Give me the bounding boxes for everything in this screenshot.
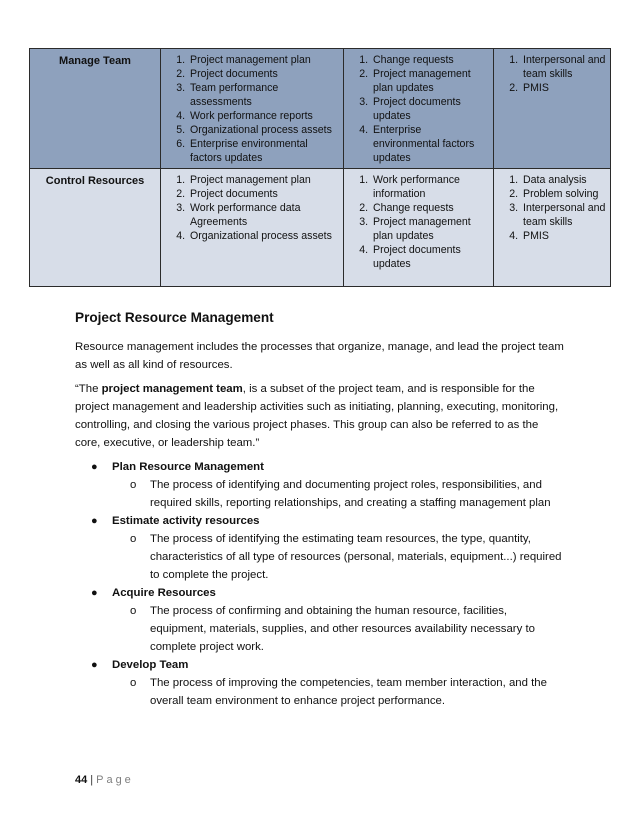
outputs-cell — [344, 49, 494, 169]
list-item: 4. Project documents updates — [371, 243, 490, 271]
page-number: 44 — [75, 774, 88, 786]
footer-separator: | — [90, 774, 94, 786]
list-item: 2. Project documents — [188, 67, 340, 81]
topic-description-text: The process of confirming and obtaining the human resource, facilities, equipment, materials, supplies, and other resources availability necessary to complete project work. — [150, 605, 535, 653]
bullet-icon: ● — [91, 587, 98, 599]
list-item — [75, 584, 565, 656]
topic-name: Plan Resource Management — [112, 461, 264, 473]
list-item — [75, 458, 565, 512]
outputs-list — [347, 53, 490, 165]
bullet-icon: ● — [91, 515, 98, 527]
tools-cell — [494, 49, 611, 169]
table-row — [30, 169, 611, 287]
topic-description — [112, 476, 565, 512]
circle-bullet-icon: o — [130, 533, 137, 545]
list-item: 1. Project management plan — [188, 173, 340, 187]
inputs-cell — [161, 49, 344, 169]
list-item: 4. Organizational process assets — [188, 229, 340, 243]
inputs-cell — [161, 169, 344, 287]
outputs-list — [347, 173, 490, 271]
topic-description-text: The process of identifying the estimating team resources, the type, quantity, characteristics of all type of resources (personal, materials, equipment...) required to complete the project. — [150, 533, 562, 581]
inputs-list — [164, 53, 340, 165]
list-item: 1. Project management plan — [188, 53, 340, 67]
tools-list — [497, 173, 607, 243]
topic-name: Estimate activity resources — [112, 515, 260, 527]
list-item: 1. Work performance information — [371, 173, 490, 201]
process-list — [75, 458, 565, 710]
list-item: 6. Enterprise environmental factors updates — [188, 137, 340, 165]
main-content — [75, 308, 565, 710]
list-item: 2. Problem solving — [521, 187, 607, 201]
list-item — [75, 656, 565, 710]
topic-name: Acquire Resources — [112, 587, 216, 599]
topic-description — [112, 674, 565, 710]
list-item: 4. Work performance reports — [188, 109, 340, 123]
topic-name: Develop Team — [112, 659, 189, 671]
page-footer — [75, 774, 134, 786]
list-item: 2. Project documents — [188, 187, 340, 201]
quote-open: “The — [75, 383, 102, 395]
list-item: 3. Interpersonal and team skills — [521, 201, 607, 229]
list-item: 4. Enterprise environmental factors updates — [371, 123, 490, 165]
circle-bullet-icon: o — [130, 677, 137, 689]
list-item: 3. Project management plan updates — [371, 215, 490, 243]
circle-bullet-icon: o — [130, 479, 137, 491]
outputs-cell — [344, 169, 494, 287]
list-item: 5. Organizational process assets — [188, 123, 340, 137]
topic-description-text: The process of improving the competencies, team member interaction, and the overall team environment to enhance project performance. — [150, 677, 547, 707]
topic-description-text: The process of identifying and documenting project roles, responsibilities, and required skills, reporting relationships, and creating a staffing management plan — [150, 479, 551, 509]
list-item — [75, 512, 565, 584]
bullet-icon: ● — [91, 659, 98, 671]
table-row — [30, 49, 611, 169]
intro-paragraph: Resource management includes the processes that organize, manage, and lead the project team as well as all kind of resources. — [75, 341, 564, 371]
list-item: 3. Work performance data Agreements — [188, 201, 340, 229]
list-item: 1. Interpersonal and team skills — [521, 53, 607, 81]
tools-cell — [494, 169, 611, 287]
section-title: Project Resource Management — [75, 310, 274, 325]
list-item: 2. PMIS — [521, 81, 607, 95]
list-item: 4. PMIS — [521, 229, 607, 243]
list-item: 1. Data analysis — [521, 173, 607, 187]
topic-description — [112, 530, 565, 584]
list-item: 1. Change requests — [371, 53, 490, 67]
circle-bullet-icon: o — [130, 605, 137, 617]
inputs-list — [164, 173, 340, 243]
bullet-icon: ● — [91, 461, 98, 473]
process-table — [29, 48, 611, 287]
list-item: 3. Project documents updates — [371, 95, 490, 123]
quote-paragraph — [75, 380, 565, 452]
process-name: Control Resources — [30, 169, 161, 287]
list-item: 3. Team performance assessments — [188, 81, 340, 109]
list-item: 2. Project management plan updates — [371, 67, 490, 95]
topic-description — [112, 602, 565, 656]
list-item: 2. Change requests — [371, 201, 490, 215]
tools-list — [497, 53, 607, 95]
page-label: Page — [96, 774, 134, 786]
quote-bold-term: project management team — [101, 383, 243, 395]
quote-rest: , is a subset of the project team, and is responsible for the project management and leadership activities such as initiating, planning, executing, monitoring, controlling, and closing the various project phases. This group can also be referred to as the core, executive, or leadership team.” — [75, 383, 559, 449]
process-name: Manage Team — [30, 49, 161, 169]
